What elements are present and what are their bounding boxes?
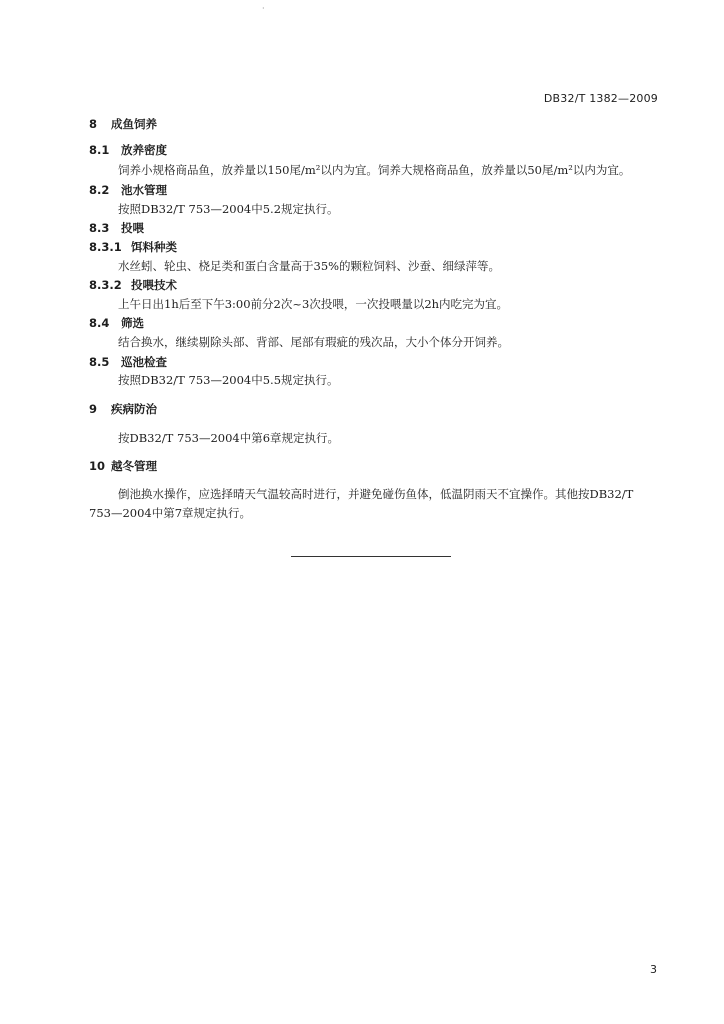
paragraph: 上午日出1h后至下午3:00前分2次~3次投喂，一次投喂量以2h内吃完为宜。 bbox=[118, 297, 509, 311]
section-8-3-1-heading bbox=[89, 240, 177, 254]
section-title: 放养密度 bbox=[121, 143, 167, 157]
section-title: 饵料种类 bbox=[131, 240, 177, 254]
section-number: 8.2 bbox=[89, 183, 110, 197]
section-number: 8.1 bbox=[89, 143, 110, 157]
paragraph: 结合换水，继续剔除头部、背部、尾部有瑕疵的残次品，大小个体分开饲养。 bbox=[118, 335, 509, 349]
section-8-3-heading bbox=[89, 221, 144, 235]
section-9-heading bbox=[89, 402, 157, 416]
section-title: 巡池检查 bbox=[121, 355, 167, 369]
section-number: 8.3 bbox=[89, 221, 110, 235]
section-8-4-heading bbox=[89, 316, 144, 330]
section-8-heading bbox=[89, 117, 157, 131]
section-8-3-2-heading bbox=[89, 278, 177, 292]
paragraph: 水丝蚓、轮虫、桡足类和蛋白含量高于35%的颗粒饲料、沙蚕、细绿萍等。 bbox=[118, 259, 501, 273]
section-number: 9 bbox=[89, 402, 98, 416]
section-number: 10 bbox=[89, 459, 106, 473]
paragraph-line-2: 753—2004中第7章规定执行。 bbox=[89, 506, 252, 520]
section-title: 投喂 bbox=[121, 221, 144, 235]
paragraph: 按照DB32/T 753—2004中5.5规定执行。 bbox=[118, 373, 339, 387]
paragraph: 按DB32/T 753—2004中第6章规定执行。 bbox=[118, 431, 340, 445]
standard-code: DB32/T 1382—2009 bbox=[543, 92, 658, 105]
paragraph: 饲养小规格商品鱼，放养量以150尾/m²以内为宜。饲养大规格商品鱼，放养量以50尾/m²以内为宜。 bbox=[118, 163, 631, 177]
paragraph-line-1: 倒池换水操作，应选择晴天气温较高时进行，并避免碰伤鱼体，低温阴雨天不宜操作。其他按DB32/T bbox=[118, 487, 634, 501]
section-8-2-heading bbox=[89, 183, 167, 197]
section-number: 8 bbox=[89, 117, 98, 131]
section-number: 8.3.2 bbox=[89, 278, 122, 292]
section-title: 成鱼饲养 bbox=[111, 117, 157, 131]
scan-artifact: · bbox=[262, 4, 265, 13]
paragraph: 按照DB32/T 753—2004中5.2规定执行。 bbox=[118, 202, 339, 216]
section-8-5-heading bbox=[89, 355, 167, 369]
section-title: 疾病防治 bbox=[111, 402, 157, 416]
section-title: 池水管理 bbox=[121, 183, 167, 197]
end-divider bbox=[291, 556, 451, 557]
section-number: 8.4 bbox=[89, 316, 110, 330]
section-title: 投喂技术 bbox=[131, 278, 177, 292]
section-8-1-heading bbox=[89, 143, 167, 157]
section-number: 8.3.1 bbox=[89, 240, 122, 254]
section-number: 8.5 bbox=[89, 355, 110, 369]
section-title: 筛选 bbox=[121, 316, 144, 330]
section-10-heading bbox=[89, 459, 157, 473]
page-number: 3 bbox=[650, 963, 657, 976]
section-title: 越冬管理 bbox=[111, 459, 157, 473]
